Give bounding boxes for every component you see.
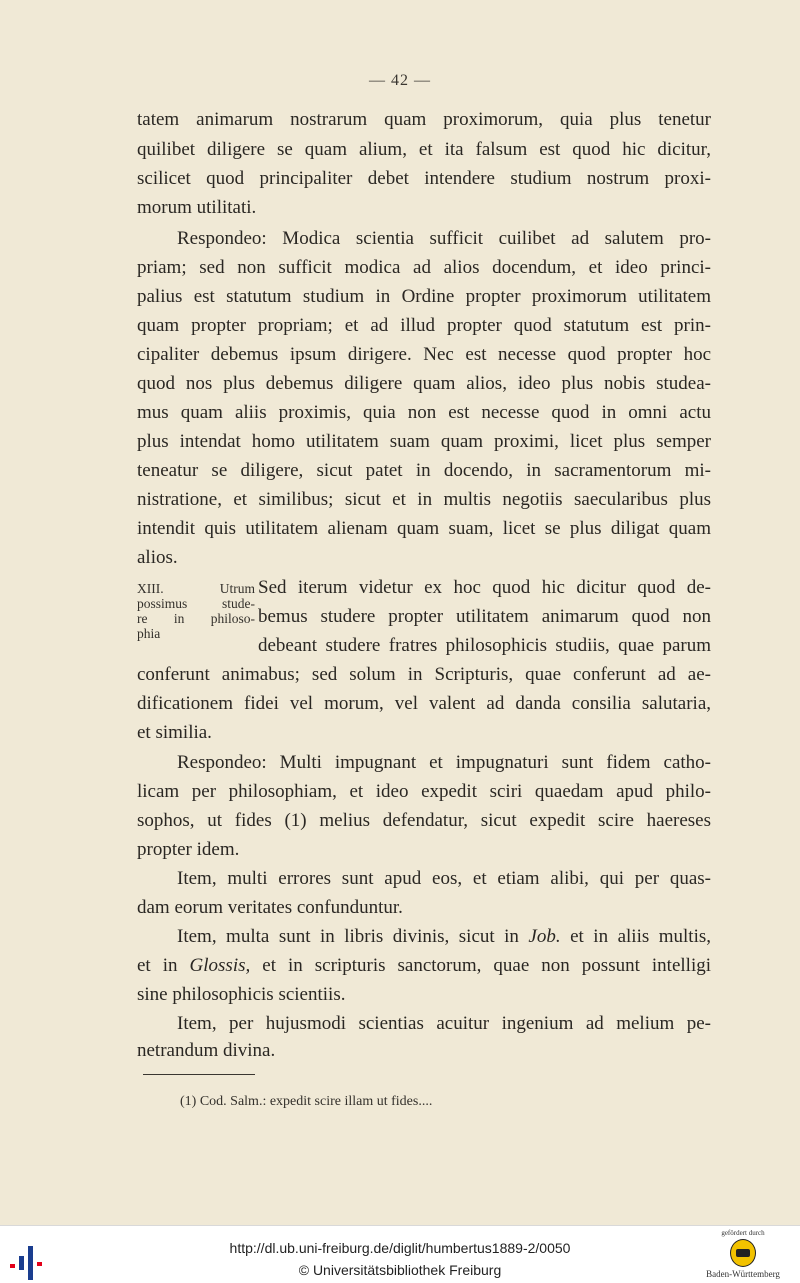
text-line [177, 924, 711, 950]
viewer-footer [0, 1225, 800, 1283]
text-line: plus intendat homo utilitatem suam quam proximi, licet plus semper [137, 431, 711, 452]
text-line: mus quam aliis proximis, quia non est necesse quod in omni actu [137, 402, 711, 423]
text-line: Respondeo: Multi impugnant et impugnaturi sunt fidem catho- [177, 752, 711, 773]
text-segment: Item, multa sunt in libris divinis, sicut in [177, 926, 529, 947]
footnote: (1) Cod. Salm.: expedit scire illam ut fides.... [180, 1094, 433, 1109]
text-line: cipaliter debemus ipsum dirigere. Nec est necesse quod propter hoc [137, 344, 711, 365]
text-line: propter idem. [137, 839, 240, 860]
state-crest-icon [730, 1239, 756, 1267]
text-line: bemus studere propter utilitatem animarum quod non [258, 606, 711, 627]
text-line: Item, multi errores sunt apud eos, et etiam alibi, qui per quas- [177, 868, 711, 889]
text-line: Sed iterum videtur ex hoc quod hic dicitur quod de- [258, 577, 711, 598]
text-line: nistratione, et similibus; sicut et in multis negotiis saecularibus plus [137, 489, 711, 510]
text-segment: et in [137, 955, 190, 976]
permalink-url[interactable]: http://dl.ub.uni-freiburg.de/diglit/humbertus1889-2/0050 [229, 1240, 571, 1256]
margin-note-line: re in philoso- [137, 611, 255, 626]
text-segment: et in aliis multis, [560, 926, 711, 947]
text-line: alios. [137, 547, 178, 568]
text-line: dificationem fidei vel morum, vel valent ad danda consilia salutaria, [137, 693, 711, 714]
page-number: — 42 — [369, 72, 431, 89]
text-line [137, 953, 711, 979]
footnote-rule [143, 1074, 255, 1075]
text-line: licam per philosophiam, et ideo expedit sciri quaedam apud philo- [137, 781, 711, 802]
text-line: quam propter propriam; et ad illud propter quod statutum est prin- [137, 315, 711, 336]
copyright-text: © Universitätsbibliothek Freiburg [298, 1262, 502, 1278]
text-line: Item, per hujusmodi scientias acuitur ingenium ad melium pe- [177, 1013, 711, 1034]
italic-reference: Glossis, [189, 955, 251, 976]
text-line: netrandum divina. [137, 1040, 276, 1061]
text-line: morum utilitati. [137, 197, 257, 218]
text-line: Respondeo: Modica scientia sufficit cuilibet ad salutem pro- [177, 228, 711, 249]
sponsor-state: Baden-Württemberg [706, 1269, 780, 1279]
text-line: intendit quis utilitatem alienam quam suam, licet se plus diligat quam [137, 518, 711, 539]
text-line: quilibet diligere se quam alium, et ita falsum est quod hic dicitur, [137, 139, 711, 160]
italic-reference: Job. [528, 926, 561, 947]
text-line: palius est statutum studium in Ordine propter proximorum utilitatem [137, 286, 711, 307]
text-line: sophos, ut fides (1) melius defendatur, sicut expedit scire haereses [137, 810, 711, 831]
sponsor-badge [693, 1229, 793, 1279]
sponsor-label: gefördert durch [721, 1229, 765, 1237]
margin-note-line: phia [137, 626, 161, 641]
text-line: scilicet quod principaliter debet intendere studium nostrum proxi- [137, 168, 711, 189]
margin-note-line: XIII. Utrum [137, 581, 255, 596]
text-line: debeant studere fratres philosophicis studiis, quae parum [258, 635, 711, 656]
text-line: sine philosophicis scientiis. [137, 984, 346, 1005]
text-line: teneatur se diligere, sicut patet in docendo, in sacramentorum mi- [137, 460, 711, 481]
text-line: conferunt animabus; sed solum in Scripturis, quae conferunt ad ae- [137, 664, 711, 685]
text-line: tatem animarum nostrarum quam proximorum, quia plus tenetur [137, 109, 711, 130]
text-segment: et in scripturis sanctorum, quae non possunt intelligi [250, 955, 711, 976]
text-line: priam; sed non sufficit modica ad alios docendum, et ideo princi- [137, 257, 711, 278]
text-line: quod nos plus debemus diligere quam alios, ideo plus nobis studea- [137, 373, 711, 394]
text-line: et similia. [137, 722, 212, 743]
text-line: dam eorum veritates confunduntur. [137, 897, 403, 918]
margin-note-line: possimus stude- [137, 596, 255, 611]
